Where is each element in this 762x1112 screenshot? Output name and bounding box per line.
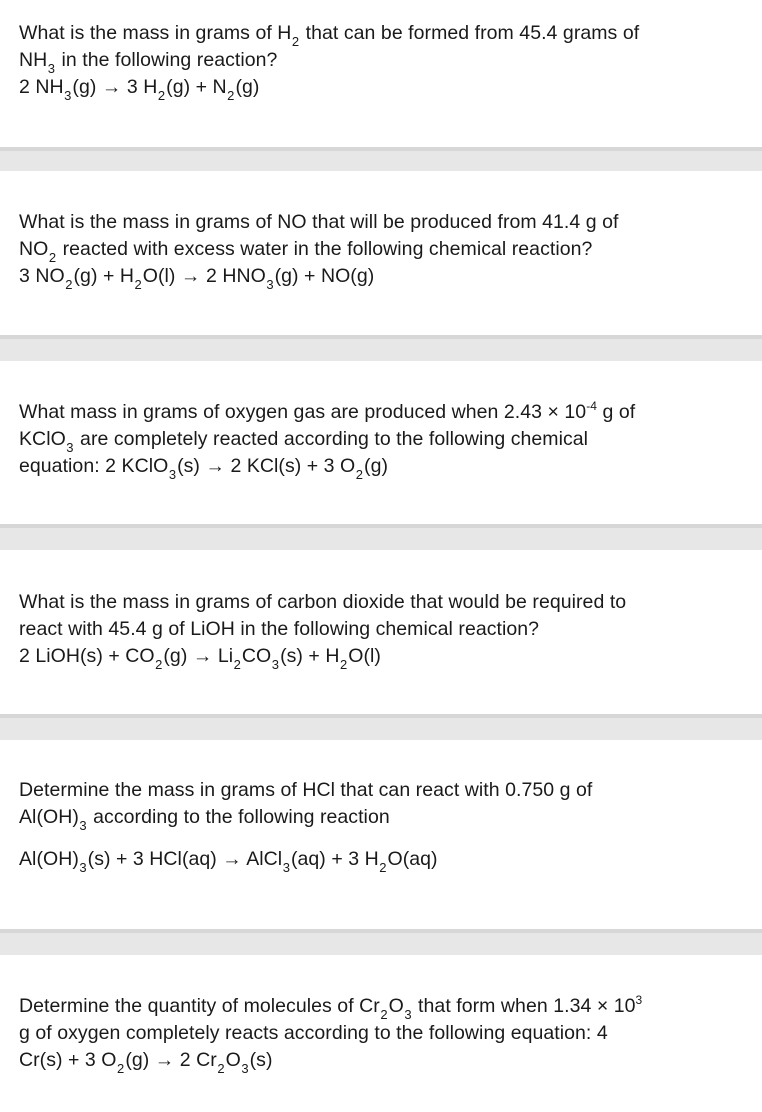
card-separator: [0, 524, 762, 550]
question-card-4: [0, 550, 762, 714]
question-card-1: [0, 0, 762, 147]
card-separator: [0, 335, 762, 361]
question-text: [19, 0, 742, 101]
reaction-equation: Cr(s) + 3 $O_2(g) \to 2$ $Cr_2O_3(s)$: [19, 1049, 273, 1076]
question-line: What is the mass in grams of NO that will be produced from 41.4 g of: [19, 211, 619, 233]
question-text: [19, 361, 742, 480]
question-line: Determine the quantity of molecules of $Cr_2O_3$ that form when $1.34 \times 10^3$: [19, 993, 643, 1022]
question-card-3: [0, 361, 762, 524]
question-line: react with 45.4 g of LiOH in the following chemical reaction?: [19, 618, 540, 640]
question-line: $NO_2$ reacted with excess water in the following chemical reaction?: [19, 238, 593, 265]
card-separator: [0, 147, 762, 171]
question-text: [19, 955, 742, 1074]
reaction-equation: $Al(OH)_3(s) + 3$ HCl(aq) → AlCl$_3$(aq) + 3 $H_2O(aq)$: [19, 848, 438, 875]
question-text: [19, 740, 742, 873]
question-line: What is the mass in grams of carbon dioxide that would be required to: [19, 591, 627, 613]
question-line: $Al(OH)_3$ according to the following reaction: [19, 806, 390, 833]
reaction-equation: 3 $NO_2(g) + H_2O(l) \to 2$ $HNO_3(g) + NO(g)$: [19, 265, 375, 292]
question-line: Determine the mass in grams of HCl that can react with 0.750 g of: [19, 779, 593, 801]
question-line: $NH_3$ in the following reaction?: [19, 49, 278, 76]
question-line: KClO$_3$ are completely reacted according to the following chemical: [19, 428, 589, 455]
card-separator: [0, 929, 762, 955]
question-card-6: [0, 955, 762, 1112]
question-line: g of oxygen completely reacts according to the following equation: 4: [19, 1022, 608, 1044]
question-line: What mass in grams of oxygen gas are produced when $2.43 \times 10^{-4}$ g of: [19, 399, 636, 423]
card-separator: [0, 714, 762, 740]
question-line: What is the mass in grams of $H_2$ that can be formed from 45.4 grams of: [19, 22, 640, 49]
question-text: [19, 550, 742, 670]
question-card-5: [0, 740, 762, 929]
reaction-equation: 2 $NH_3(g) \to 3$ $H_2(g) + N_2(g)$: [19, 76, 260, 103]
question-card-2: [0, 171, 762, 335]
reaction-equation: 2 LiOH(s) + $CO_2(g) \to Li_2CO_3(s) + H_2O(l)$: [19, 645, 381, 672]
question-text: [19, 171, 742, 290]
reaction-equation: equation: 2 KClO$_3$(s) → 2 KCl(s) + 3 $O_2(g)$: [19, 455, 389, 482]
